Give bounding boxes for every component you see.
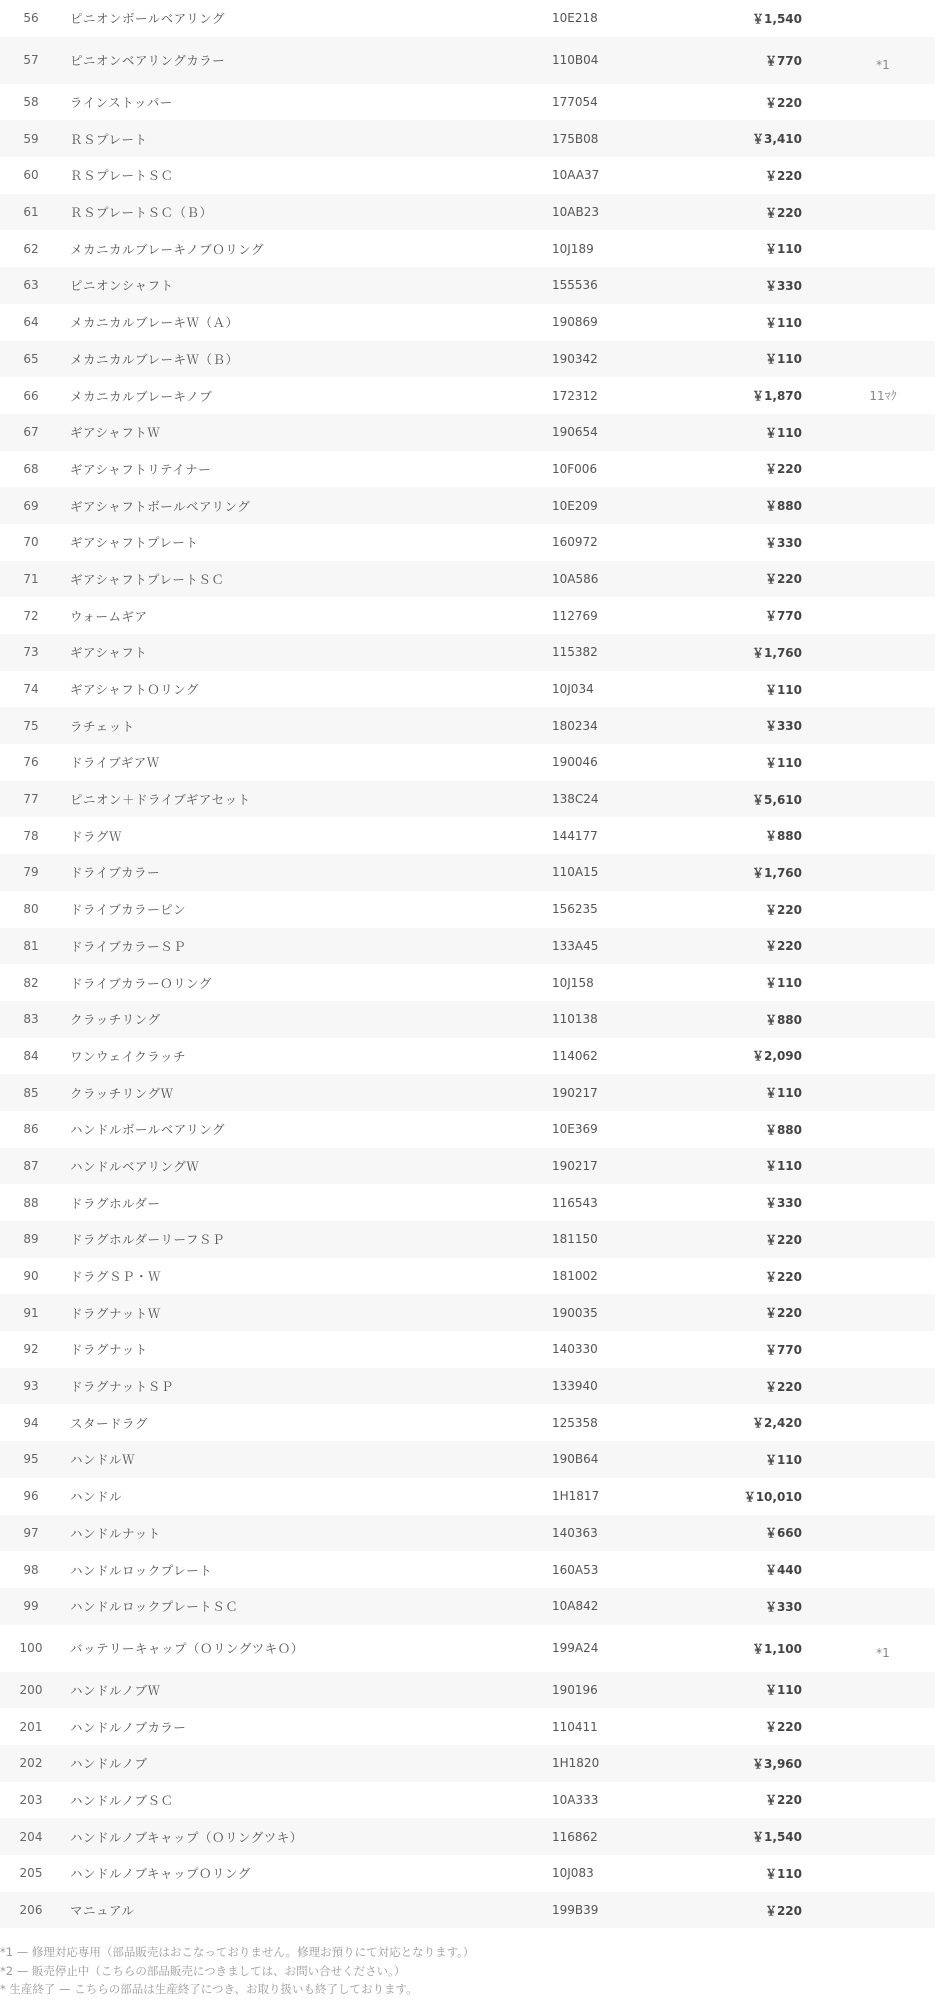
part-price: ￥1,760 xyxy=(752,645,802,660)
part-number: 71 xyxy=(23,571,39,586)
part-code: 112769 xyxy=(552,608,598,623)
table-row xyxy=(0,1184,935,1221)
part-price: ￥10,010 xyxy=(743,1489,802,1504)
part-code: 140363 xyxy=(552,1525,598,1540)
table-row xyxy=(0,1404,935,1441)
table-row xyxy=(0,267,935,304)
table-row xyxy=(0,524,935,561)
part-code: 138C24 xyxy=(552,792,599,807)
part-code: 110411 xyxy=(552,1719,598,1734)
part-price: ￥1,100 xyxy=(752,1641,802,1656)
part-name: ＲＳプレートＳＣ xyxy=(70,168,174,184)
footnote-1: *1 — 修理対応専用（部品販売はおこなっておりません。修理お預りにて対応となります。） xyxy=(0,1945,475,1959)
part-number: 70 xyxy=(23,535,39,550)
part-price: ￥110 xyxy=(764,1086,802,1101)
part-number: 202 xyxy=(19,1756,43,1771)
part-price: ￥220 xyxy=(764,95,802,110)
part-name: ギアシャフトＷ xyxy=(70,425,161,441)
part-code: 190196 xyxy=(552,1682,598,1697)
footnotes xyxy=(0,1943,935,1999)
part-code: 181150 xyxy=(552,1232,598,1247)
part-code: 199B39 xyxy=(552,1903,599,1918)
part-name: バッテリーキャップ（ＯリングツキＯ） xyxy=(70,1641,304,1657)
part-number: 203 xyxy=(19,1792,43,1807)
part-price: ￥2,420 xyxy=(752,1416,802,1431)
part-number: 201 xyxy=(19,1719,43,1734)
part-code: 10J083 xyxy=(552,1866,594,1881)
part-price: ￥110 xyxy=(764,1159,802,1174)
part-code: 133940 xyxy=(552,1379,598,1394)
part-number: 98 xyxy=(23,1562,39,1577)
part-name: ドライブカラー xyxy=(70,865,161,881)
part-number: 93 xyxy=(23,1379,39,1394)
table-row xyxy=(0,1672,935,1709)
table-row xyxy=(0,891,935,928)
part-name: ハンドルロックプレートＳＣ xyxy=(70,1599,239,1615)
part-code: 190035 xyxy=(552,1305,598,1320)
part-name: ドラグＳＰ・Ｗ xyxy=(70,1269,162,1285)
part-price: ￥2,090 xyxy=(752,1049,802,1064)
part-number: 60 xyxy=(23,168,39,183)
part-name: ギアシャフトリテイナー xyxy=(70,461,212,477)
part-code: 181002 xyxy=(552,1269,598,1284)
part-code: 140330 xyxy=(552,1342,598,1357)
part-name: ハンドルノブキャップＯリング xyxy=(70,1866,251,1882)
table-row xyxy=(0,1001,935,1038)
part-number: 200 xyxy=(19,1682,43,1697)
part-price: ￥110 xyxy=(764,976,802,991)
table-row xyxy=(0,157,935,194)
part-name: クラッチリング xyxy=(70,1012,161,1028)
part-price: ￥220 xyxy=(764,939,802,954)
part-number: 84 xyxy=(23,1048,39,1063)
table-row xyxy=(0,744,935,781)
part-note: 11ﾏｸ xyxy=(869,389,897,404)
part-number: 63 xyxy=(23,278,39,293)
part-number: 65 xyxy=(23,351,39,366)
part-number: 204 xyxy=(19,1829,43,1844)
part-code: 144177 xyxy=(552,828,598,843)
part-price: ￥110 xyxy=(764,1683,802,1698)
part-name: ハンドルノブキャップ（Ｏリングツキ） xyxy=(70,1829,303,1845)
part-number: 82 xyxy=(23,975,39,990)
part-code: 116543 xyxy=(552,1195,598,1210)
part-name: ハンドルノブＷ xyxy=(70,1682,161,1698)
part-name: ハンドル xyxy=(70,1489,123,1505)
part-number: 92 xyxy=(23,1342,39,1357)
part-name: ドライブカラーＯリング xyxy=(70,975,212,991)
table-row xyxy=(0,1625,935,1672)
part-name: ドライブカラーＳＰ xyxy=(70,938,187,954)
table-row xyxy=(0,0,935,37)
part-code: 1H1820 xyxy=(552,1756,600,1771)
part-number: 69 xyxy=(23,498,39,513)
table-row xyxy=(0,817,935,854)
part-price: ￥220 xyxy=(764,1903,802,1918)
part-name: ピニオン＋ドライブギアセット xyxy=(70,792,251,808)
table-row xyxy=(0,1588,935,1625)
part-number: 205 xyxy=(19,1866,43,1881)
part-name: スタードラグ xyxy=(70,1415,149,1431)
part-name: ピニオンシャフト xyxy=(70,278,174,294)
table-row xyxy=(0,377,935,414)
part-price: ￥110 xyxy=(764,1452,802,1467)
part-price: ￥3,410 xyxy=(752,132,802,147)
part-name: ドラグホルダー xyxy=(70,1195,161,1211)
part-number: 68 xyxy=(23,461,39,476)
table-row xyxy=(0,1551,935,1588)
part-name: ワンウェイクラッチ xyxy=(70,1048,187,1064)
part-code: 190217 xyxy=(552,1085,598,1100)
part-name: ドラグナットＳＰ xyxy=(70,1379,174,1395)
part-number: 72 xyxy=(23,608,39,623)
part-name: ピニオンボールベアリング xyxy=(70,11,226,27)
part-number: 61 xyxy=(23,205,39,220)
part-number: 86 xyxy=(23,1122,39,1137)
part-number: 96 xyxy=(23,1489,39,1504)
part-price: ￥440 xyxy=(764,1563,802,1578)
part-code: 10F006 xyxy=(552,461,598,476)
part-price: ￥1,540 xyxy=(752,11,802,26)
table-row xyxy=(0,964,935,1001)
part-code: 190869 xyxy=(552,315,598,330)
part-code: 180234 xyxy=(552,718,598,733)
part-code: 10J189 xyxy=(552,241,594,256)
part-number: 64 xyxy=(23,315,39,330)
part-code: 10A586 xyxy=(552,571,599,586)
part-number: 97 xyxy=(23,1525,39,1540)
part-number: 100 xyxy=(19,1641,43,1656)
part-name: ラインストッパー xyxy=(70,95,173,111)
table-row xyxy=(0,1221,935,1258)
part-name: ウォームギア xyxy=(70,608,148,624)
part-price: ￥110 xyxy=(764,425,802,440)
part-number: 58 xyxy=(23,95,39,110)
table-row xyxy=(0,671,935,708)
table-row xyxy=(0,304,935,341)
part-price: ￥110 xyxy=(764,682,802,697)
part-code: 156235 xyxy=(552,902,598,917)
part-code: 190217 xyxy=(552,1158,598,1173)
part-name: マニュアル xyxy=(70,1903,135,1919)
part-name: ハンドルノブ xyxy=(70,1756,148,1772)
part-price: ￥220 xyxy=(764,1720,802,1735)
part-price: ￥220 xyxy=(764,1793,802,1808)
part-code: 10J034 xyxy=(552,682,594,697)
part-name: ドラグナットＷ xyxy=(70,1305,161,1321)
table-row xyxy=(0,1515,935,1552)
part-code: 114062 xyxy=(552,1048,598,1063)
part-price: ￥330 xyxy=(764,1196,802,1211)
part-number: 80 xyxy=(23,902,39,917)
part-number: 67 xyxy=(23,425,39,440)
part-code: 115382 xyxy=(552,645,598,660)
part-number: 81 xyxy=(23,938,39,953)
part-name: ドラグナット xyxy=(70,1342,148,1358)
part-price: ￥880 xyxy=(764,829,802,844)
part-code: 10A333 xyxy=(552,1792,599,1807)
part-price: ￥330 xyxy=(764,1599,802,1614)
part-number: 59 xyxy=(23,131,39,146)
part-code: 190342 xyxy=(552,351,598,366)
table-row xyxy=(0,561,935,598)
part-price: ￥110 xyxy=(764,315,802,330)
table-row xyxy=(0,928,935,965)
part-price: ￥110 xyxy=(764,352,802,367)
table-row xyxy=(0,1818,935,1855)
part-number: 88 xyxy=(23,1195,39,1210)
part-number: 91 xyxy=(23,1305,39,1320)
table-row xyxy=(0,1745,935,1782)
part-price: ￥220 xyxy=(764,1379,802,1394)
table-row xyxy=(0,120,935,157)
part-code: 10E209 xyxy=(552,498,598,513)
part-price: ￥880 xyxy=(764,499,802,514)
table-row xyxy=(0,781,935,818)
part-code: 160A53 xyxy=(552,1562,599,1577)
part-name: メカニカルブレーキノブＯリング xyxy=(70,241,265,257)
part-number: 85 xyxy=(23,1085,39,1100)
part-number: 83 xyxy=(23,1012,39,1027)
table-row xyxy=(0,414,935,451)
part-price: ￥770 xyxy=(764,609,802,624)
part-price: ￥220 xyxy=(764,168,802,183)
part-price: ￥330 xyxy=(764,719,802,734)
part-number: 89 xyxy=(23,1232,39,1247)
part-number: 90 xyxy=(23,1269,39,1284)
part-name: ハンドルノブＳＣ xyxy=(70,1792,174,1808)
part-name: ハンドルボールベアリング xyxy=(70,1122,226,1138)
part-name: ハンドルＷ xyxy=(70,1452,136,1468)
part-number: 75 xyxy=(23,718,39,733)
table-row xyxy=(0,230,935,267)
part-name: ギアシャフトボールベアリング xyxy=(70,498,251,514)
table-row xyxy=(0,634,935,671)
part-code: 116862 xyxy=(552,1829,598,1844)
part-code: 172312 xyxy=(552,388,598,403)
part-code: 160972 xyxy=(552,535,598,550)
table-row xyxy=(0,1258,935,1295)
table-row xyxy=(0,1441,935,1478)
table-row xyxy=(0,37,935,84)
part-price: ￥660 xyxy=(764,1526,802,1541)
part-number: 206 xyxy=(19,1903,43,1918)
part-code: 155536 xyxy=(552,278,598,293)
part-name: メカニカルブレーキノブ xyxy=(70,388,213,404)
part-code: 1H1817 xyxy=(552,1489,600,1504)
part-code: 125358 xyxy=(552,1415,598,1430)
part-number: 99 xyxy=(23,1599,39,1614)
part-name: ハンドルノブカラー xyxy=(70,1719,187,1735)
table-row xyxy=(0,1294,935,1331)
part-number: 56 xyxy=(23,11,39,26)
part-name: ドラグホルダーリーフＳＰ xyxy=(70,1232,225,1248)
part-code: 190654 xyxy=(552,425,598,440)
part-number: 74 xyxy=(23,682,39,697)
part-price: ￥110 xyxy=(764,1866,802,1881)
part-note: *1 xyxy=(876,58,890,73)
part-price: ￥220 xyxy=(764,462,802,477)
part-name: ギアシャフトプレート xyxy=(70,535,199,551)
part-price: ￥220 xyxy=(764,1306,802,1321)
table-row xyxy=(0,854,935,891)
part-code: 10E218 xyxy=(552,11,598,26)
part-price: ￥880 xyxy=(764,1012,802,1027)
part-name: ギアシャフトプレートＳＣ xyxy=(70,571,225,587)
table-row xyxy=(0,1708,935,1745)
part-code: 10A842 xyxy=(552,1599,599,1614)
table-row xyxy=(0,1478,935,1515)
part-name: ギアシャフト xyxy=(70,645,148,661)
table-row xyxy=(0,1111,935,1148)
table-row xyxy=(0,194,935,231)
part-number: 87 xyxy=(23,1158,39,1173)
part-price: ￥1,540 xyxy=(752,1830,802,1845)
part-name: メカニカルブレーキＷ（Ｂ） xyxy=(70,351,239,367)
table-row xyxy=(0,1892,935,1929)
part-name: クラッチリングＷ xyxy=(70,1085,174,1101)
part-code: 10E369 xyxy=(552,1122,598,1137)
part-name: ＲＳプレートＳＣ（Ｂ） xyxy=(70,205,213,221)
part-number: 94 xyxy=(23,1415,39,1430)
table-row xyxy=(0,1855,935,1892)
part-name: ドライブカラーピン xyxy=(70,902,187,918)
part-price: ￥770 xyxy=(764,1342,802,1357)
part-name: ハンドルロックプレート xyxy=(70,1562,213,1578)
part-name: ラチェット xyxy=(70,718,135,734)
part-name: ハンドルナット xyxy=(70,1525,161,1541)
part-number: 95 xyxy=(23,1452,39,1467)
part-code: 175B08 xyxy=(552,131,599,146)
table-row xyxy=(0,1038,935,1075)
table-row xyxy=(0,707,935,744)
part-code: 10AB23 xyxy=(552,205,599,220)
part-name: ギアシャフトＯリング xyxy=(70,682,200,698)
table-row xyxy=(0,1368,935,1405)
table-row xyxy=(0,1782,935,1819)
part-number: 77 xyxy=(23,792,39,807)
part-price: ￥1,870 xyxy=(752,389,802,404)
part-code: 190046 xyxy=(552,755,598,770)
part-number: 79 xyxy=(23,865,39,880)
part-name: メカニカルブレーキＷ（Ａ） xyxy=(70,315,239,331)
part-price: ￥880 xyxy=(764,1122,802,1137)
part-number: 66 xyxy=(23,388,39,403)
part-number: 62 xyxy=(23,241,39,256)
part-price: ￥1,760 xyxy=(752,865,802,880)
part-name: ピニオンベアリングカラー xyxy=(70,53,226,69)
table-row xyxy=(0,1331,935,1368)
footnote-3: * 生産終了 — こちらの部品は生産終了につき、お取り扱いも終了しております。 xyxy=(0,1982,418,1996)
table-row xyxy=(0,451,935,488)
part-price: ￥330 xyxy=(764,535,802,550)
part-name: ドラグＷ xyxy=(70,828,123,844)
part-number: 78 xyxy=(23,828,39,843)
footnote-2: *2 — 販売停止中（こちらの部品販売につきましては、お問い合せください。） xyxy=(0,1963,406,1978)
table-row xyxy=(0,341,935,378)
part-price: ￥110 xyxy=(764,755,802,770)
table-row xyxy=(0,1148,935,1185)
table-row xyxy=(0,487,935,524)
part-price: ￥220 xyxy=(764,902,802,917)
part-code: 110A15 xyxy=(552,865,599,880)
part-code: 133A45 xyxy=(552,938,599,953)
part-price: ￥220 xyxy=(764,205,802,220)
part-code: 10AA37 xyxy=(552,168,600,183)
table-row xyxy=(0,1074,935,1111)
part-price: ￥330 xyxy=(764,278,802,293)
part-price: ￥5,610 xyxy=(752,792,802,807)
part-name: ドライブギアＷ xyxy=(70,755,160,771)
table-row xyxy=(0,597,935,634)
table-row xyxy=(0,84,935,121)
part-number: 57 xyxy=(23,53,39,68)
part-note: *1 xyxy=(876,1646,890,1661)
part-number: 73 xyxy=(23,645,39,660)
part-name: ハンドルベアリングＷ xyxy=(70,1158,200,1174)
part-price: ￥110 xyxy=(764,242,802,257)
part-price: ￥220 xyxy=(764,572,802,587)
part-price: ￥220 xyxy=(764,1232,802,1247)
part-code: 199A24 xyxy=(552,1641,599,1656)
part-name: ＲＳプレート xyxy=(70,131,148,147)
part-number: 76 xyxy=(23,755,39,770)
part-code: 10J158 xyxy=(552,975,594,990)
part-code: 110B04 xyxy=(552,53,599,68)
part-price: ￥770 xyxy=(764,53,802,68)
part-price: ￥3,960 xyxy=(752,1756,802,1771)
part-price: ￥220 xyxy=(764,1269,802,1284)
part-code: 177054 xyxy=(552,95,598,110)
part-code: 190B64 xyxy=(552,1452,599,1467)
part-code: 110138 xyxy=(552,1012,598,1027)
